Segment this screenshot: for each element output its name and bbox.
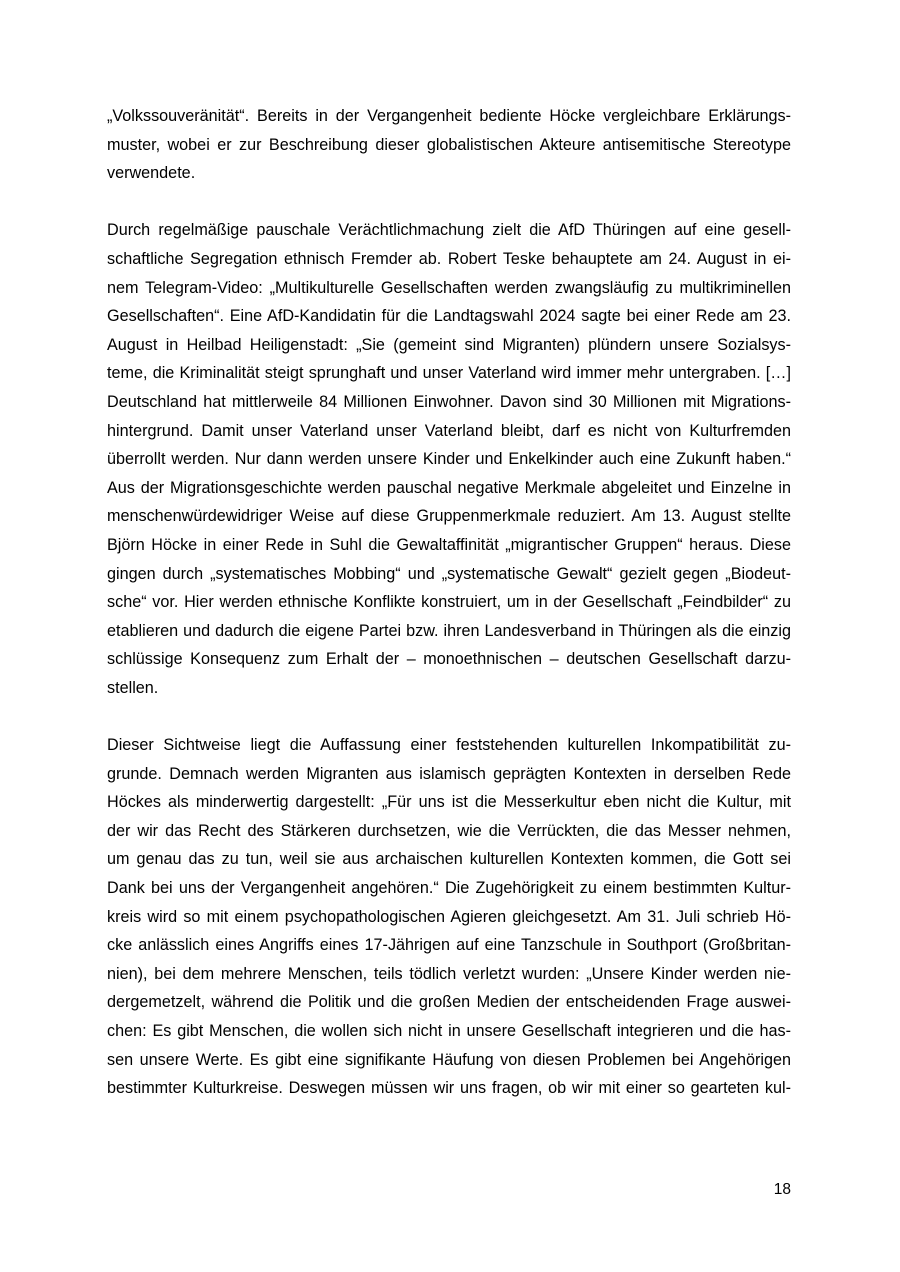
paragraph-2	[107, 216, 791, 702]
text-line: Aus der Migrationsgeschichte werden pauschal negative Merkmale abgeleitet und Einzelne in	[107, 478, 791, 497]
text-line: verwendete.	[107, 164, 196, 183]
text-line: etablieren und dadurch die eigene Partei bzw. ihren Landesverband in Thüringen als die einzig	[107, 621, 791, 640]
text-line: kreis wird so mit einem psychopathologischen Agieren gleichgesetzt. Am 31. Juli schrieb Hö-	[107, 907, 791, 926]
page-number: 18	[773, 1181, 791, 1198]
text-line: Deutschland hat mittlerweile 84 Millionen Einwohner. Davon sind 30 Millionen mit Migrations-	[107, 392, 791, 411]
text-line: cke anlässlich eines Angriffs eines 17-Jährigen auf eine Tanzschule in Southport (Großbritan-	[107, 936, 791, 955]
text-line: sen unsere Werte. Es gibt eine signifikante Häufung von diesen Problemen bei Angehörigen	[107, 1050, 791, 1069]
text-line: schlüssige Konsequenz zum Erhalt der – monoethnischen – deutschen Gesellschaft darzu-	[107, 650, 791, 669]
text-line: menschenwürdewidriger Weise auf diese Gruppenmerkmale reduziert. Am 13. August stellte	[107, 507, 791, 526]
text-line: sche“ vor. Hier werden ethnische Konflikte konstruiert, um in der Gesellschaft „Feindbilder“ zu	[107, 593, 791, 612]
text-line: Gesellschaften“. Eine AfD-Kandidatin für die Landtagswahl 2024 sagte bei einer Rede am 23.	[107, 307, 791, 326]
paragraph-1	[107, 102, 791, 188]
text-line: Dank bei uns der Vergangenheit angehören.“ Die Zugehörigkeit zu einem bestimmten Kultur-	[107, 879, 791, 898]
text-line: nem Telegram-Video: „Multikulturelle Gesellschaften werden zwangsläufig zu multikriminellen	[107, 278, 791, 297]
text-line: hintergrund. Damit unser Vaterland unser Vaterland bleibt, darf es nicht von Kulturfremden	[107, 421, 791, 440]
text-line: der wir das Recht des Stärkeren durchsetzen, wie die Verrückten, die das Messer nehmen,	[107, 821, 791, 840]
text-line: schaftliche Segregation ethnisch Fremder ab. Robert Teske behauptete am 24. August in ei-	[107, 249, 791, 268]
text-line: um genau das zu tun, weil sie aus archaischen kulturellen Kontexten kommen, die Gott sei	[107, 850, 791, 869]
text-line: Höckes als minderwertig dargestellt: „Für uns ist die Messerkultur eben nicht die Kultur, mit	[107, 793, 791, 812]
text-line: teme, die Kriminalität steigt sprunghaft und unser Vaterland wird immer mehr untergraben. […]	[107, 364, 791, 383]
text-line: nien), bei dem mehrere Menschen, teils tödlich verletzt wurden: „Unsere Kinder werden nie-	[107, 964, 791, 983]
text-line: Durch regelmäßige pauschale Verächtlichmachung zielt die AfD Thüringen auf eine gesell-	[107, 221, 791, 240]
text-line: dergemetzelt, während die Politik und die großen Medien der entscheidenden Frage auswei-	[107, 993, 791, 1012]
text-line: grunde. Demnach werden Migranten aus islamisch geprägten Kontexten in derselben Rede	[107, 764, 791, 783]
text-line: Björn Höcke in einer Rede in Suhl die Gewaltaffinität „migrantischer Gruppen“ heraus. Diese	[107, 535, 791, 554]
text-line: muster, wobei er zur Beschreibung dieser globalistischen Akteure antisemitische Stereotype	[107, 135, 791, 154]
text-line: chen: Es gibt Menschen, die wollen sich nicht in unsere Gesellschaft integrieren und die has-	[107, 1022, 791, 1040]
text-line: bestimmter Kulturkreise. Deswegen müssen wir uns fragen, ob wir mit einer so gearteten kul-	[107, 1079, 791, 1098]
text-line: überrollt werden. Nur dann werden unsere Kinder und Enkelkinder auch eine Zukunft haben.“	[107, 450, 791, 469]
text-line: Dieser Sichtweise liegt die Auffassung einer feststehenden kulturellen Inkompatibilität zu-	[107, 736, 791, 755]
text-line: August in Heilbad Heiligenstadt: „Sie (gemeint sind Migranten) plündern unsere Sozialsys-	[107, 335, 791, 354]
text-line: „Volkssouveränität“. Bereits in der Vergangenheit bediente Höcke vergleichbare Erklärungs-	[107, 107, 791, 125]
text-line: gingen durch „systematisches Mobbing“ und „systematische Gewalt“ gezielt gegen „Biodeut-	[107, 564, 791, 583]
paragraph-3	[107, 731, 791, 1103]
body-text	[107, 102, 791, 1131]
text-line: stellen.	[107, 678, 159, 697]
